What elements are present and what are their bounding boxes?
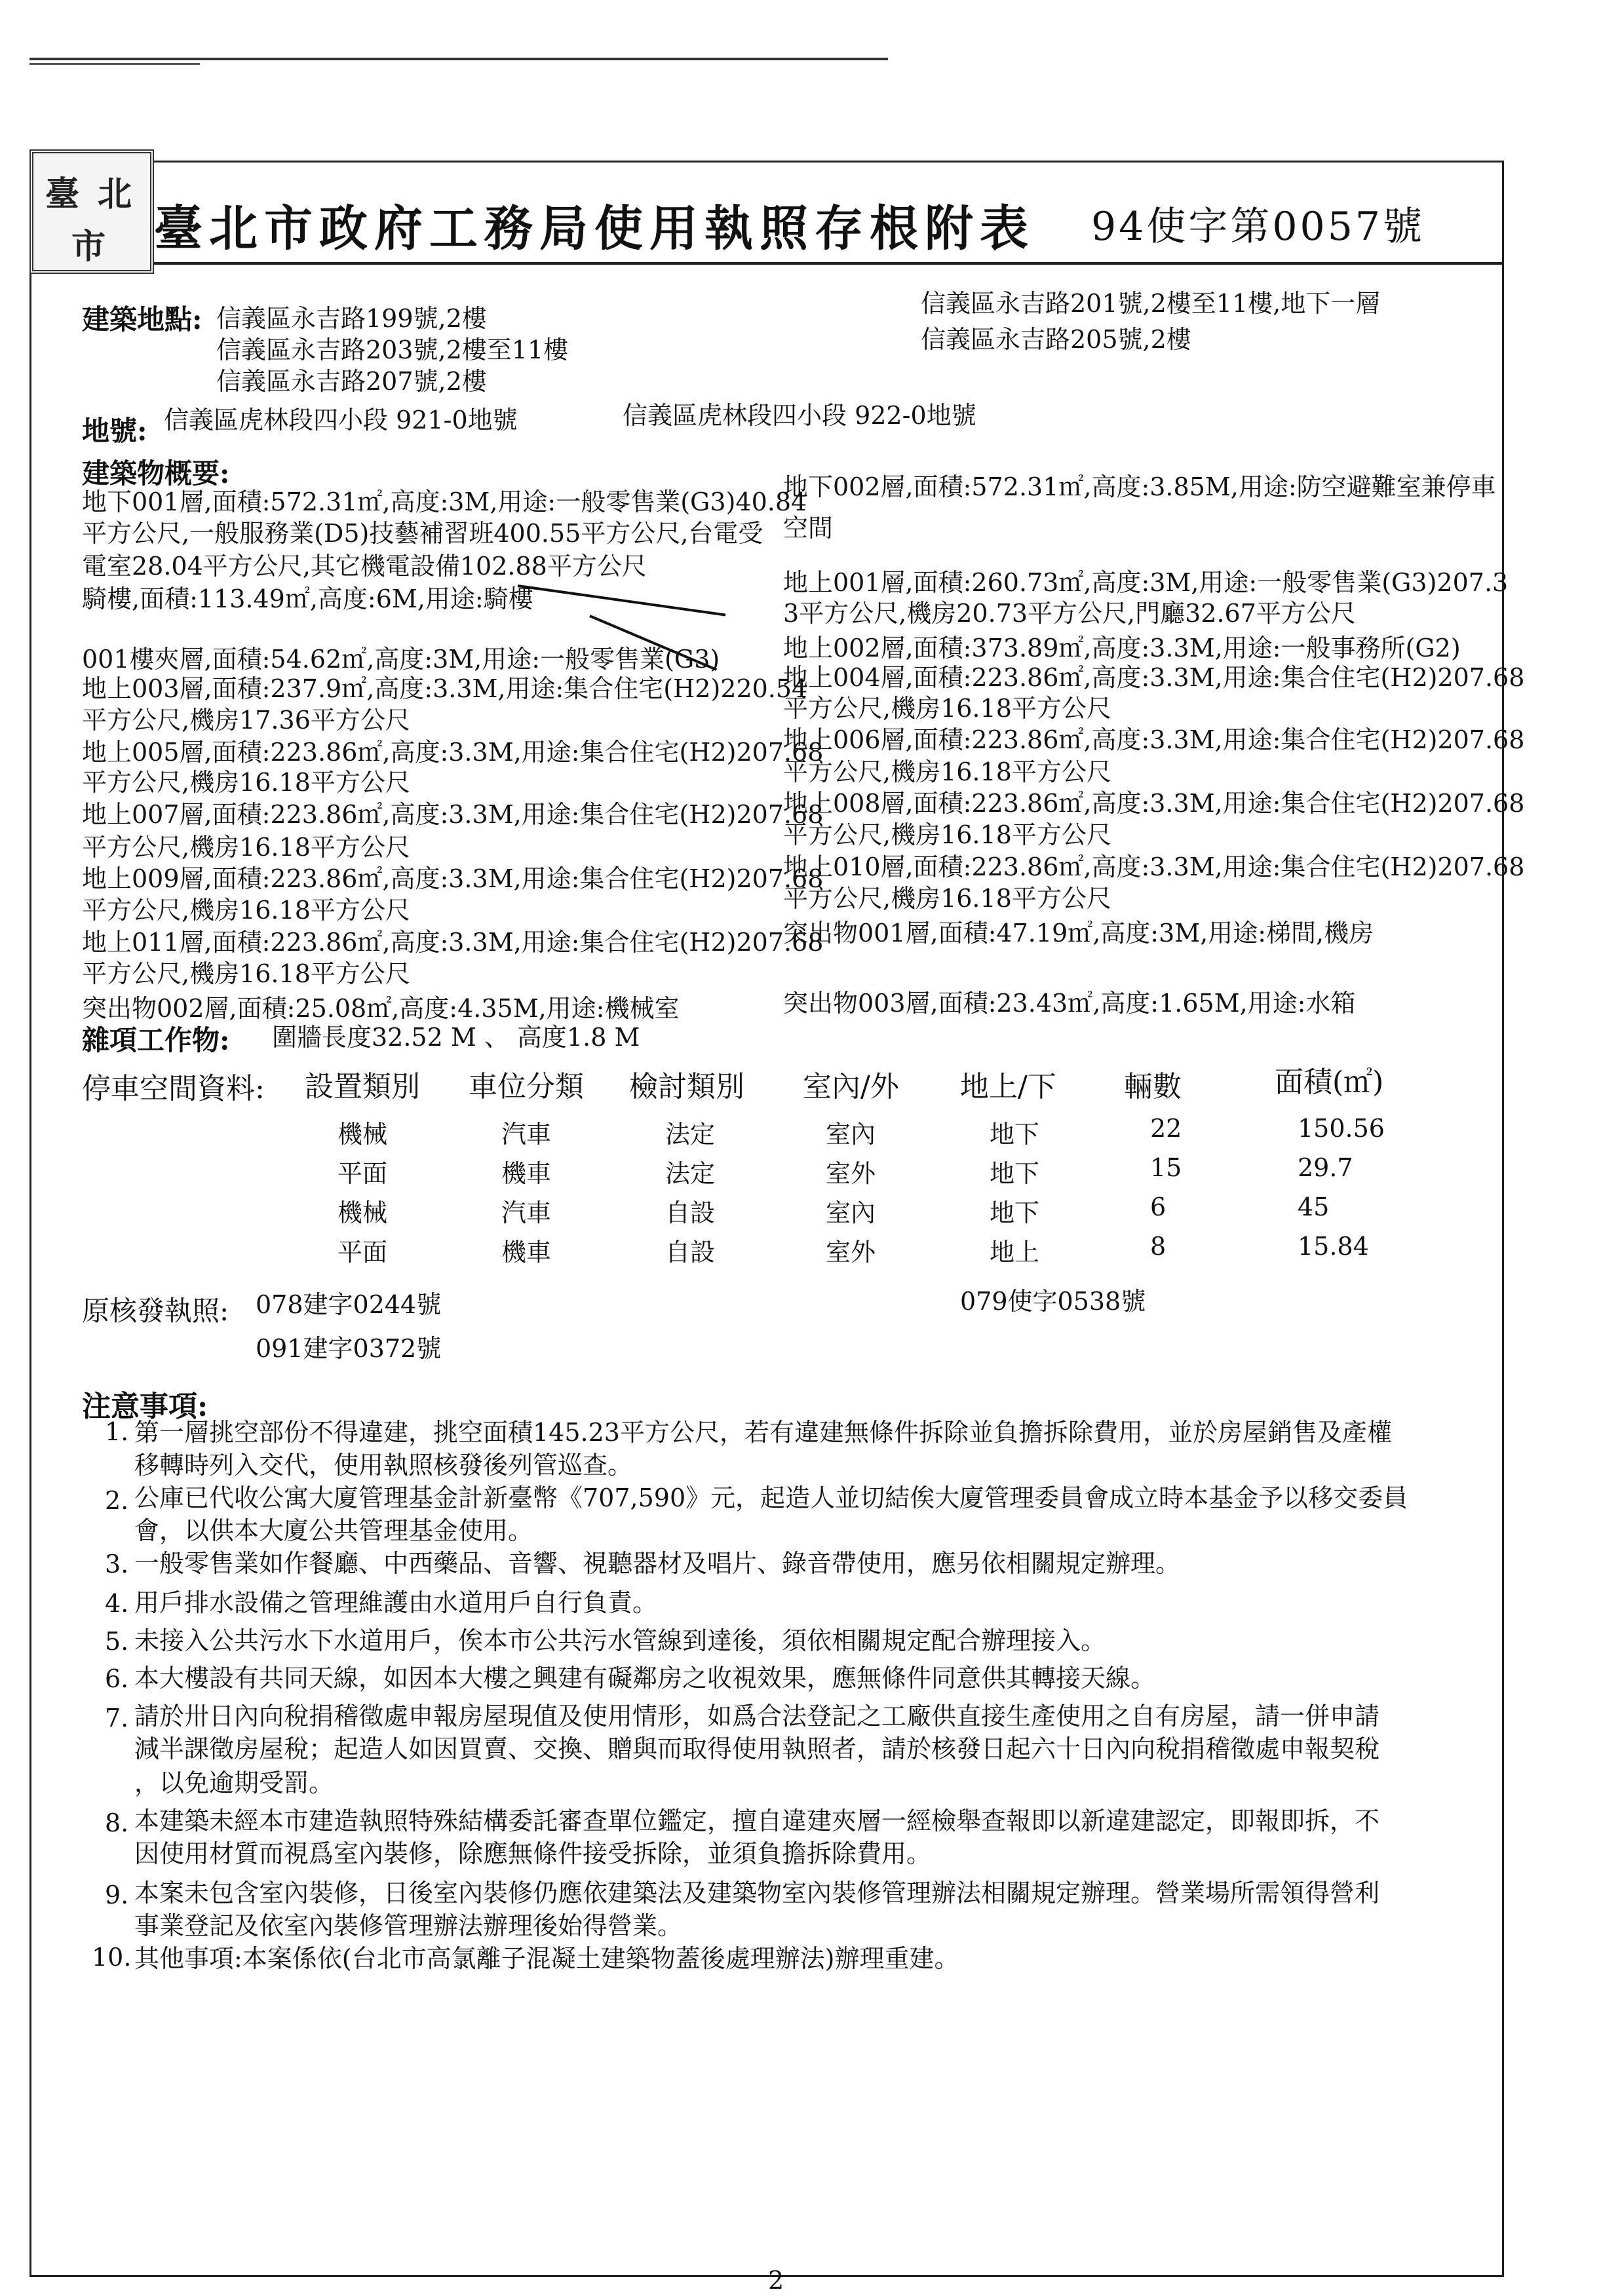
note-line: 減半課徵房屋稅；起造人如因買賣、交換、贈與而取得使用執照者，請於核發日起六十日內向稅捐稽徵處申報契稅 xyxy=(134,1734,1380,1763)
parking-col-header: 面積(㎡) xyxy=(1275,1065,1384,1099)
original-permit-item: 091建字0372號 xyxy=(256,1334,442,1363)
note-line: 公庫已代收公寓大廈管理基金計新臺幣《707,590》元，起造人並切結俟大廈管理委員會成立時本基金予以移交委員 xyxy=(134,1483,1408,1512)
note-line: 第一層挑空部份不得違建，挑空面積145.23平方公尺，若有違建無條件拆除並負擔拆除費用，並於房屋銷售及產權 xyxy=(134,1418,1392,1447)
parking-cell: 機車 xyxy=(501,1159,552,1188)
parking-cell: 機車 xyxy=(501,1238,552,1267)
summary-line: 地上001層,面積:260.73㎡,高度:3M,用途:一般零售業(G3)207.3 xyxy=(783,568,1509,597)
parking-cell: 自設 xyxy=(665,1238,716,1267)
note-number: 4. xyxy=(105,1589,129,1618)
notes-label: 注意事項: xyxy=(82,1390,208,1423)
summary-line: 突出物002層,面積:25.08㎡,高度:4.35M,用途:機械室 xyxy=(82,994,680,1023)
note-line: 用戶排水設備之管理維護由水道用戶自行負責。 xyxy=(134,1588,658,1617)
parking-col-header: 設置類別 xyxy=(305,1070,420,1103)
summary-line: 平方公尺,機房16.18平方公尺 xyxy=(783,884,1111,913)
permit-number: 94使字第0057號 xyxy=(1091,204,1425,250)
summary-line: 平方公尺,機房16.18平方公尺 xyxy=(82,833,410,862)
parking-cell: 8 xyxy=(1150,1232,1167,1261)
note-line: ，以免逾期受罰。 xyxy=(134,1769,334,1797)
parking-cell: 室內 xyxy=(826,1120,876,1149)
summary-line: 地上007層,面積:223.86㎡,高度:3.3M,用途:集合住宅(H2)207.68 xyxy=(82,800,824,829)
parking-cell: 地下 xyxy=(990,1159,1040,1188)
original-permit-label: 原核發執照: xyxy=(82,1295,229,1327)
summary-line: 地上010層,面積:223.86㎡,高度:3.3M,用途:集合住宅(H2)207.68 xyxy=(783,852,1525,881)
parking-cell: 45 xyxy=(1298,1193,1330,1221)
original-permit-item: 078建字0244號 xyxy=(256,1290,442,1319)
site-address-left: 信義區永吉路207號,2樓 xyxy=(216,367,487,396)
lot-number-right: 信義區虎林段四小段 922-0地號 xyxy=(623,401,976,430)
official-seal-stamp: 臺 北 市 xyxy=(29,149,154,274)
parking-cell: 機械 xyxy=(338,1198,388,1227)
summary-line: 地上005層,面積:223.86㎡,高度:3.3M,用途:集合住宅(H2)207.68 xyxy=(82,738,824,767)
top-rule xyxy=(29,58,888,60)
summary-line: 平方公尺,機房16.18平方公尺 xyxy=(783,757,1111,786)
summary-line: 平方公尺,機房16.18平方公尺 xyxy=(783,694,1111,723)
parking-cell: 自設 xyxy=(665,1198,716,1227)
parking-cell: 機械 xyxy=(338,1120,388,1149)
note-number: 9. xyxy=(105,1881,129,1909)
parking-label: 停車空間資料: xyxy=(82,1072,265,1105)
summary-line: 平方公尺,一般服務業(D5)技藝補習班400.55平方公尺,台電受 xyxy=(82,519,763,548)
summary-line: 地上006層,面積:223.86㎡,高度:3.3M,用途:集合住宅(H2)207.68 xyxy=(783,725,1525,754)
parking-cell: 22 xyxy=(1150,1114,1182,1143)
note-number: 6. xyxy=(105,1664,129,1693)
note-line: 本建築未經本市建造執照特殊結構委託審查單位鑑定，擅自違建夾層一經檢舉查報即以新違建認定，即報即拆，不 xyxy=(134,1807,1380,1835)
note-line: 未接入公共污水下水道用戶，俟本市公共污水管線到達後，須依相關規定配合辦理接入。 xyxy=(134,1626,1106,1655)
parking-cell: 平面 xyxy=(338,1159,388,1188)
note-line: 本大樓設有共同天線，如因本大樓之興建有礙鄰房之收視效果，應無條件同意供其轉接天線。 xyxy=(134,1664,1156,1693)
summary-line: 地上003層,面積:237.9㎡,高度:3.3M,用途:集合住宅(H2)220.54 xyxy=(82,674,808,703)
lot-number-left: 信義區虎林段四小段 921-0地號 xyxy=(164,406,518,434)
summary-line: 地下002層,面積:572.31㎡,高度:3.85M,用途:防空避難室兼停車 xyxy=(783,472,1496,501)
parking-cell: 地上 xyxy=(990,1238,1040,1267)
note-line: 一般零售業如作餐廳、中西藥品、音響、視聽器材及唱片、錄音帶使用，應另依相關規定辦理。 xyxy=(134,1549,1181,1578)
page-title: 臺北市政府工務局使用執照存根附表 xyxy=(154,201,1035,257)
original-permit-item: 079使字0538號 xyxy=(960,1287,1146,1316)
parking-cell: 150.56 xyxy=(1298,1114,1385,1143)
note-line: 因使用材質而視爲室內裝修，除應無條件接受拆除，並須負擔拆除費用。 xyxy=(134,1839,932,1868)
note-number: 2. xyxy=(105,1486,129,1515)
parking-cell: 平面 xyxy=(338,1238,388,1267)
summary-line: 地上002層,面積:373.89㎡,高度:3.3M,用途:一般事務所(G2) xyxy=(783,634,1461,662)
summary-line: 平方公尺,機房17.36平方公尺 xyxy=(82,706,410,735)
parking-cell: 6 xyxy=(1150,1193,1167,1221)
note-line: 會，以供本大廈公共管理基金使用。 xyxy=(134,1516,533,1545)
note-number: 5. xyxy=(105,1627,129,1656)
summary-line: 地上004層,面積:223.86㎡,高度:3.3M,用途:集合住宅(H2)207.68 xyxy=(783,663,1525,692)
note-line: 請於卅日內向稅捐稽徵處申報房屋現值及使用情形，如爲合法登記之工廠供直接生產使用之自有房屋，請一併申請 xyxy=(134,1702,1380,1731)
note-line: 移轉時列入交代，使用執照核發後列管巡查。 xyxy=(134,1451,633,1480)
summary-line: 突出物003層,面積:23.43㎡,高度:1.65M,用途:水箱 xyxy=(783,989,1356,1018)
parking-cell: 汽車 xyxy=(501,1198,552,1227)
parking-col-header: 輛數 xyxy=(1124,1070,1182,1103)
summary-line: 地上009層,面積:223.86㎡,高度:3.3M,用途:集合住宅(H2)207.68 xyxy=(82,864,824,893)
summary-line: 地下001層,面積:572.31㎡,高度:3M,用途:一般零售業(G3)40.84 xyxy=(82,488,807,516)
parking-cell: 法定 xyxy=(665,1159,716,1188)
note-number: 7. xyxy=(105,1704,129,1732)
parking-cell: 15 xyxy=(1150,1153,1182,1182)
site-address-left: 信義區永吉路199號,2樓 xyxy=(216,304,487,333)
summary-line: 001樓夾層,面積:54.62㎡,高度:3M,用途:一般零售業(G3) xyxy=(82,645,720,674)
note-line: 其他事項:本案係依(台北市高氯離子混凝土建築物蓋後處理辦法)辦理重建。 xyxy=(134,1944,959,1973)
page-number: 2 xyxy=(768,2266,784,2295)
parking-cell: 29.7 xyxy=(1298,1153,1353,1182)
summary-line: 突出物001層,面積:47.19㎡,高度:3M,用途:梯間,機房 xyxy=(783,919,1374,947)
parking-cell: 地下 xyxy=(990,1120,1040,1149)
site-address-left: 信義區永吉路203號,2樓至11樓 xyxy=(216,335,569,364)
summary-line: 騎樓,面積:113.49㎡,高度:6M,用途:騎樓 xyxy=(82,584,533,613)
title-rule xyxy=(29,262,1504,265)
summary-label: 建築物概要: xyxy=(82,457,230,489)
summary-line: 3平方公尺,機房20.73平方公尺,門廳32.67平方公尺 xyxy=(783,599,1356,628)
parking-cell: 室外 xyxy=(826,1159,876,1188)
summary-line: 平方公尺,機房16.18平方公尺 xyxy=(82,896,410,925)
misc-works-label: 雜項工作物: xyxy=(82,1024,230,1056)
summary-line: 平方公尺,機房16.18平方公尺 xyxy=(82,959,410,988)
summary-line: 電室28.04平方公尺,其它機電設備102.88平方公尺 xyxy=(82,552,647,581)
parking-col-header: 地上/下 xyxy=(960,1070,1056,1103)
parking-cell: 汽車 xyxy=(501,1120,552,1149)
parking-col-header: 室內/外 xyxy=(803,1070,899,1103)
note-number: 1. xyxy=(105,1417,129,1446)
parking-col-header: 車位分類 xyxy=(469,1070,584,1103)
note-line: 事業登記及依室內裝修管理辦法辦理後始得營業。 xyxy=(134,1911,683,1940)
parking-col-header: 檢討類別 xyxy=(629,1070,744,1103)
parking-cell: 15.84 xyxy=(1298,1232,1369,1261)
summary-line: 平方公尺,機房16.18平方公尺 xyxy=(783,820,1111,849)
summary-line: 地上011層,面積:223.86㎡,高度:3.3M,用途:集合住宅(H2)207.68 xyxy=(82,928,824,957)
top-rule-accent xyxy=(29,63,200,65)
site-label: 建築地點: xyxy=(82,303,202,335)
misc-works-value: 圍牆長度32.52 M 、 高度1.8 M xyxy=(272,1023,640,1052)
summary-line: 平方公尺,機房16.18平方公尺 xyxy=(82,768,410,797)
note-line: 本案未包含室內裝修，日後室內裝修仍應依建築法及建築物室內裝修管理辦法相關規定辦理。營業場所需領得營利 xyxy=(134,1879,1380,1907)
note-number: 10. xyxy=(92,1943,132,1972)
parking-cell: 室外 xyxy=(826,1238,876,1267)
summary-line: 空間 xyxy=(783,514,834,543)
site-address-right: 信義區永吉路205號,2樓 xyxy=(921,325,1191,354)
parking-cell: 室內 xyxy=(826,1198,876,1227)
lot-label: 地號: xyxy=(82,415,147,447)
note-number: 8. xyxy=(105,1808,129,1837)
note-number: 3. xyxy=(105,1550,129,1578)
parking-cell: 法定 xyxy=(665,1120,716,1149)
summary-line: 地上008層,面積:223.86㎡,高度:3.3M,用途:集合住宅(H2)207.68 xyxy=(783,789,1525,818)
site-address-right: 信義區永吉路201號,2樓至11樓,地下一層 xyxy=(921,289,1381,318)
parking-cell: 地下 xyxy=(990,1198,1040,1227)
